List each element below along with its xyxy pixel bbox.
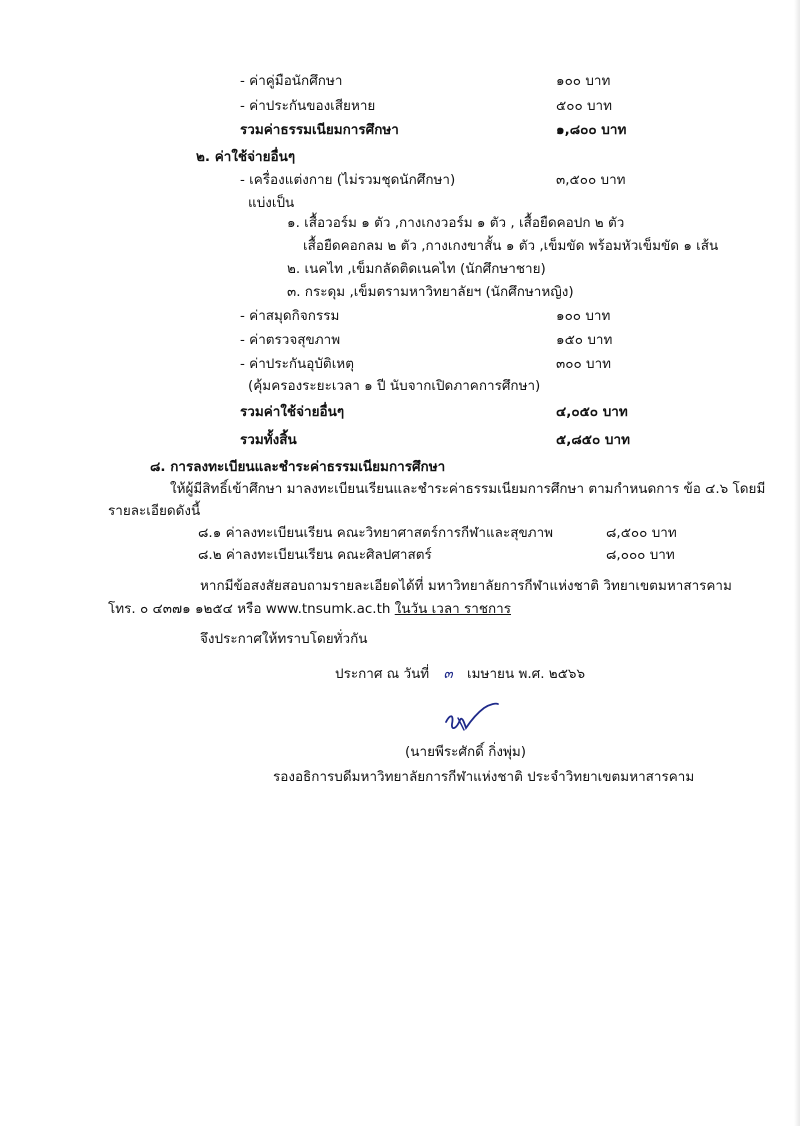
uniform-part: ๒. เนคไท ,เข็มกลัดติดเนคไท (นักศึกษาชาย): [287, 261, 546, 277]
announcement-closing: จึงประกาศให้ทราบโดยทั่วกัน: [200, 631, 368, 647]
tuition-total-amount: ๑,๘๐๐ บาท: [556, 122, 627, 138]
signature: [440, 700, 500, 740]
date-day: ๓: [443, 666, 453, 682]
other-item-label: - ค่าตรวจสุขภาพ: [240, 332, 341, 348]
announcement-date: [335, 665, 585, 683]
tuition-item-label: - ค่าประกันของเสียหาย: [240, 98, 376, 114]
date-prefix: ประกาศ ณ วันที่: [335, 666, 430, 682]
grand-total-label: รวมทั้งสิ้น: [240, 432, 297, 448]
contact-line: หากมีข้อสงสัยสอบถามรายละเอียดได้ที่ มหาวิทยาลัยการกีฬาแห่งชาติ วิทยาเขตมหาสารคาม: [200, 578, 732, 594]
other-item-amount: ๑๐๐ บาท: [556, 308, 611, 324]
other-item-amount: ๓๐๐ บาท: [556, 356, 612, 372]
grand-total-amount: ๕,๘๕๐ บาท: [556, 432, 630, 448]
tuition-item-amount: ๑๐๐ บาท: [556, 73, 611, 89]
uniform-part: ๓. กระดุม ,เข็มตรามหาวิทยาลัยฯ (นักศึกษาหญิง): [287, 284, 574, 300]
section8-paragraph: รายละเอียดดังนี้: [108, 503, 201, 519]
other-item-label: - ค่าประกันอุบัติเหตุ: [240, 356, 354, 372]
contact-phone-web: โทร. ๐ ๔๓๗๑ ๑๒๕๔ หรือ www.tnsumk.ac.th: [108, 601, 391, 617]
registration-fee-amount: ๘,๐๐๐ บาท: [606, 547, 675, 563]
page-edge-shadow: [794, 0, 800, 1126]
office-hours: ในวัน เวลา ราชการ: [394, 601, 511, 617]
tuition-item-label: - ค่าคู่มือนักศึกษา: [240, 73, 343, 89]
contact-line: [108, 600, 511, 618]
insurance-note: (คุ้มครองระยะเวลา ๑ ปี นับจากเปิดภาคการศึกษา): [248, 378, 541, 394]
other-item-amount: ๑๕๐ บาท: [556, 332, 613, 348]
other-expenses-heading: ๒. ค่าใช้จ่ายอื่นๆ: [196, 149, 296, 165]
uniform-label: - เครื่องแต่งกาย (ไม่รวมชุดนักศึกษา): [240, 172, 456, 188]
signer-name: (นายพีระศักดิ์ กิ่งพุ่ม): [405, 744, 527, 760]
other-item-label: - ค่าสมุดกิจกรรม: [240, 308, 340, 324]
registration-fee-label: ๘.๑ ค่าลงทะเบียนเรียน คณะวิทยาศาสตร์การกีฬาและสุขภาพ: [198, 525, 554, 541]
tuition-item-amount: ๕๐๐ บาท: [556, 98, 613, 114]
date-month-year: เมษายน พ.ศ. ๒๕๖๖: [467, 666, 586, 682]
registration-fee-amount: ๘,๕๐๐ บาท: [606, 525, 677, 541]
uniform-part: เสื้อยืดคอกลม ๒ ตัว ,กางเกงขาสั้น ๑ ตัว ,เข็มขัด พร้อมหัวเข็มขัด ๑ เส้น: [303, 238, 719, 254]
signer-position: รองอธิการบดีมหาวิทยาลัยการกีฬาแห่งชาติ ประจำวิทยาเขตมหาสารคาม: [273, 769, 695, 785]
other-total-label: รวมค่าใช้จ่ายอื่นๆ: [240, 404, 345, 420]
other-total-amount: ๔,๐๕๐ บาท: [556, 404, 628, 420]
uniform-part: ๑. เสื้อวอร์ม ๑ ตัว ,กางเกงวอร์ม ๑ ตัว , เสื้อยืดคอปก ๒ ตัว: [287, 215, 625, 231]
uniform-amount: ๓,๕๐๐ บาท: [556, 172, 626, 188]
section8-paragraph: ให้ผู้มีสิทธิ์เข้าศึกษา มาลงทะเบียนเรียนและชำระค่าธรรมเนียมการศึกษา ตามกำหนดการ ข้อ ๔.๖ โดยมี: [170, 481, 766, 497]
tuition-total-label: รวมค่าธรรมเนียมการศึกษา: [240, 122, 399, 138]
divided-into-label: แบ่งเป็น: [248, 195, 295, 211]
registration-fee-label: ๘.๒ ค่าลงทะเบียนเรียน คณะศิลปศาสตร์: [198, 547, 432, 563]
section8-heading: ๘. การลงทะเบียนและชำระค่าธรรมเนียมการศึกษา: [150, 459, 446, 475]
